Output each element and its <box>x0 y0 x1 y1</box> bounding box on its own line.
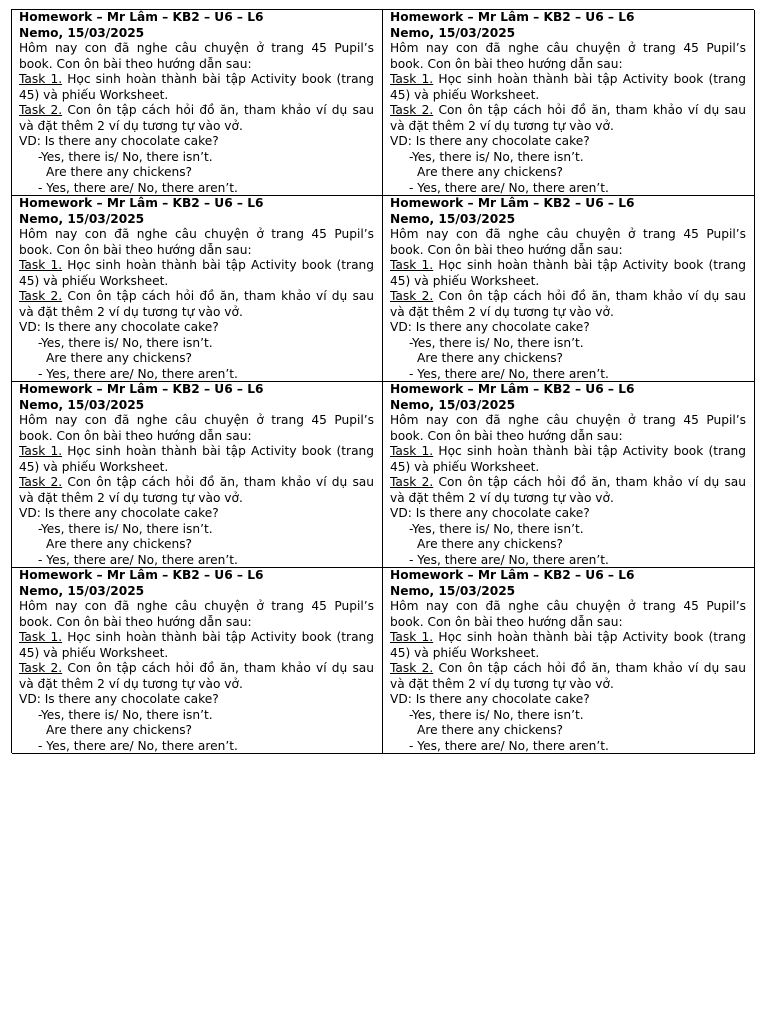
task-2-text: Con ôn tập cách hỏi đồ ăn, tham khảo ví dụ sau và đặt thêm 2 ví dụ tương tự vào vở. <box>390 661 746 691</box>
task-1-text: Học sinh hoàn thành bài tập Activity book (trang 45) và phiếu Worksheet. <box>390 444 747 474</box>
card-title: Homework – Mr Lâm – KB2 – U6 – L6 <box>390 568 635 582</box>
task-1-label: Task 1. <box>390 630 434 644</box>
task-2-text: Con ôn tập cách hỏi đồ ăn, tham khảo ví dụ sau và đặt thêm 2 ví dụ tương tự vào vở. <box>390 475 746 505</box>
homework-card-grid <box>11 9 754 753</box>
task-1 <box>19 444 374 475</box>
example-answer-2: - Yes, there are/ No, there aren’t. <box>409 738 609 753</box>
homework-card <box>12 196 383 382</box>
task-2 <box>390 661 746 692</box>
task-1-text: Học sinh hoàn thành bài tập Activity book (trang 45) và phiếu Worksheet. <box>390 630 747 660</box>
task-2-label: Task 2. <box>390 475 434 489</box>
example-question-1: VD: Is there any chocolate cake? <box>390 320 590 334</box>
task-2 <box>390 475 746 506</box>
card-intro: Hôm nay con đã nghe câu chuyện ở trang 45 Pupil’s book. Con ôn bài theo hướng dẫn sau: <box>19 41 374 71</box>
example-answer-2: - Yes, there are/ No, there aren’t. <box>409 552 609 567</box>
task-2-text: Con ôn tập cách hỏi đồ ăn, tham khảo ví dụ sau và đặt thêm 2 ví dụ tương tự vào vở. <box>390 289 746 319</box>
example-answer-1: -Yes, there is/ No, there isn’t. <box>38 707 213 722</box>
task-1 <box>390 258 746 289</box>
card-title: Homework – Mr Lâm – KB2 – U6 – L6 <box>390 196 635 210</box>
example-answer-1: -Yes, there is/ No, there isn’t. <box>38 335 213 350</box>
example-question-2: Are there any chickens? <box>46 165 193 179</box>
task-2 <box>19 289 374 320</box>
task-1-label: Task 1. <box>19 258 63 272</box>
card-title: Homework – Mr Lâm – KB2 – U6 – L6 <box>19 10 264 24</box>
task-1-label: Task 1. <box>19 72 63 86</box>
card-intro: Hôm nay con đã nghe câu chuyện ở trang 45 Pupil’s book. Con ôn bài theo hướng dẫn sau: <box>390 41 746 71</box>
homework-card <box>12 10 383 196</box>
homework-card <box>383 10 755 196</box>
example-answer-2: - Yes, there are/ No, there aren’t. <box>38 180 238 195</box>
task-1 <box>19 72 374 103</box>
task-1-label: Task 1. <box>390 444 434 458</box>
task-2 <box>390 103 746 134</box>
homework-card <box>12 382 383 568</box>
task-2-label: Task 2. <box>19 661 63 675</box>
example-question-2: Are there any chickens? <box>417 165 564 179</box>
task-2-text: Con ôn tập cách hỏi đồ ăn, tham khảo ví dụ sau và đặt thêm 2 ví dụ tương tự vào vở. <box>19 475 374 505</box>
homework-card <box>383 382 755 568</box>
task-2 <box>19 661 374 692</box>
example-question-2: Are there any chickens? <box>46 537 193 551</box>
task-2-label: Task 2. <box>19 289 63 303</box>
task-2 <box>390 289 746 320</box>
homework-card <box>12 568 383 754</box>
card-intro: Hôm nay con đã nghe câu chuyện ở trang 45 Pupil’s book. Con ôn bài theo hướng dẫn sau: <box>19 413 374 443</box>
card-date-line: Nemo, 15/03/2025 <box>390 397 516 412</box>
card-intro: Hôm nay con đã nghe câu chuyện ở trang 45 Pupil’s book. Con ôn bài theo hướng dẫn sau: <box>390 413 746 443</box>
card-date-line: Nemo, 15/03/2025 <box>390 211 516 226</box>
task-1-label: Task 1. <box>390 72 434 86</box>
example-question-2: Are there any chickens? <box>46 723 193 737</box>
example-answer-2: - Yes, there are/ No, there aren’t. <box>409 180 609 195</box>
card-title: Homework – Mr Lâm – KB2 – U6 – L6 <box>19 568 264 582</box>
task-2-text: Con ôn tập cách hỏi đồ ăn, tham khảo ví dụ sau và đặt thêm 2 ví dụ tương tự vào vở. <box>19 103 374 133</box>
task-1-text: Học sinh hoàn thành bài tập Activity book (trang 45) và phiếu Worksheet. <box>390 258 747 288</box>
example-question-1: VD: Is there any chocolate cake? <box>390 134 590 148</box>
task-2-label: Task 2. <box>390 661 434 675</box>
task-2 <box>19 475 374 506</box>
example-answer-2: - Yes, there are/ No, there aren’t. <box>38 366 238 381</box>
example-question-1: VD: Is there any chocolate cake? <box>19 506 219 520</box>
task-1 <box>19 258 374 289</box>
card-date-line: Nemo, 15/03/2025 <box>19 25 145 40</box>
task-2-label: Task 2. <box>390 289 434 303</box>
example-answer-2: - Yes, there are/ No, there aren’t. <box>409 366 609 381</box>
card-title: Homework – Mr Lâm – KB2 – U6 – L6 <box>19 382 264 396</box>
example-question-1: VD: Is there any chocolate cake? <box>19 320 219 334</box>
example-answer-1: -Yes, there is/ No, there isn’t. <box>38 521 213 536</box>
homework-card <box>383 568 755 754</box>
task-1-label: Task 1. <box>19 444 63 458</box>
task-1-label: Task 1. <box>19 630 63 644</box>
task-1-text: Học sinh hoàn thành bài tập Activity book (trang 45) và phiếu Worksheet. <box>19 630 374 660</box>
example-question-2: Are there any chickens? <box>417 723 564 737</box>
example-question-1: VD: Is there any chocolate cake? <box>390 692 590 706</box>
task-1 <box>390 630 746 661</box>
task-2-label: Task 2. <box>19 103 63 117</box>
task-1-label: Task 1. <box>390 258 434 272</box>
example-question-2: Are there any chickens? <box>417 351 564 365</box>
card-title: Homework – Mr Lâm – KB2 – U6 – L6 <box>390 10 635 24</box>
card-date-line: Nemo, 15/03/2025 <box>19 583 145 598</box>
card-intro: Hôm nay con đã nghe câu chuyện ở trang 45 Pupil’s book. Con ôn bài theo hướng dẫn sau: <box>19 227 374 257</box>
task-1-text: Học sinh hoàn thành bài tập Activity book (trang 45) và phiếu Worksheet. <box>19 72 374 102</box>
task-2-text: Con ôn tập cách hỏi đồ ăn, tham khảo ví dụ sau và đặt thêm 2 ví dụ tương tự vào vở. <box>19 661 374 691</box>
example-question-2: Are there any chickens? <box>417 537 564 551</box>
card-date-line: Nemo, 15/03/2025 <box>390 583 516 598</box>
task-1-text: Học sinh hoàn thành bài tập Activity book (trang 45) và phiếu Worksheet. <box>19 444 374 474</box>
card-title: Homework – Mr Lâm – KB2 – U6 – L6 <box>390 382 635 396</box>
example-question-1: VD: Is there any chocolate cake? <box>390 506 590 520</box>
card-intro: Hôm nay con đã nghe câu chuyện ở trang 45 Pupil’s book. Con ôn bài theo hướng dẫn sau: <box>19 599 374 629</box>
example-answer-1: -Yes, there is/ No, there isn’t. <box>38 149 213 164</box>
example-question-2: Are there any chickens? <box>46 351 193 365</box>
task-2-text: Con ôn tập cách hỏi đồ ăn, tham khảo ví dụ sau và đặt thêm 2 ví dụ tương tự vào vở. <box>19 289 374 319</box>
card-date-line: Nemo, 15/03/2025 <box>19 211 145 226</box>
task-2-label: Task 2. <box>390 103 434 117</box>
task-1 <box>390 444 746 475</box>
task-1-text: Học sinh hoàn thành bài tập Activity book (trang 45) và phiếu Worksheet. <box>390 72 747 102</box>
example-question-1: VD: Is there any chocolate cake? <box>19 134 219 148</box>
card-intro: Hôm nay con đã nghe câu chuyện ở trang 45 Pupil’s book. Con ôn bài theo hướng dẫn sau: <box>390 227 746 257</box>
example-answer-1: -Yes, there is/ No, there isn’t. <box>409 335 584 350</box>
example-answer-1: -Yes, there is/ No, there isn’t. <box>409 521 584 536</box>
card-date-line: Nemo, 15/03/2025 <box>390 25 516 40</box>
task-1-text: Học sinh hoàn thành bài tập Activity book (trang 45) và phiếu Worksheet. <box>19 258 374 288</box>
task-2 <box>19 103 374 134</box>
card-intro: Hôm nay con đã nghe câu chuyện ở trang 45 Pupil’s book. Con ôn bài theo hướng dẫn sau: <box>390 599 746 629</box>
task-2-label: Task 2. <box>19 475 63 489</box>
example-answer-1: -Yes, there is/ No, there isn’t. <box>409 149 584 164</box>
card-date-line: Nemo, 15/03/2025 <box>19 397 145 412</box>
example-answer-2: - Yes, there are/ No, there aren’t. <box>38 552 238 567</box>
example-answer-2: - Yes, there are/ No, there aren’t. <box>38 738 238 753</box>
example-answer-1: -Yes, there is/ No, there isn’t. <box>409 707 584 722</box>
homework-card <box>383 196 755 382</box>
task-1 <box>390 72 746 103</box>
example-question-1: VD: Is there any chocolate cake? <box>19 692 219 706</box>
task-2-text: Con ôn tập cách hỏi đồ ăn, tham khảo ví dụ sau và đặt thêm 2 ví dụ tương tự vào vở. <box>390 103 746 133</box>
card-title: Homework – Mr Lâm – KB2 – U6 – L6 <box>19 196 264 210</box>
task-1 <box>19 630 374 661</box>
